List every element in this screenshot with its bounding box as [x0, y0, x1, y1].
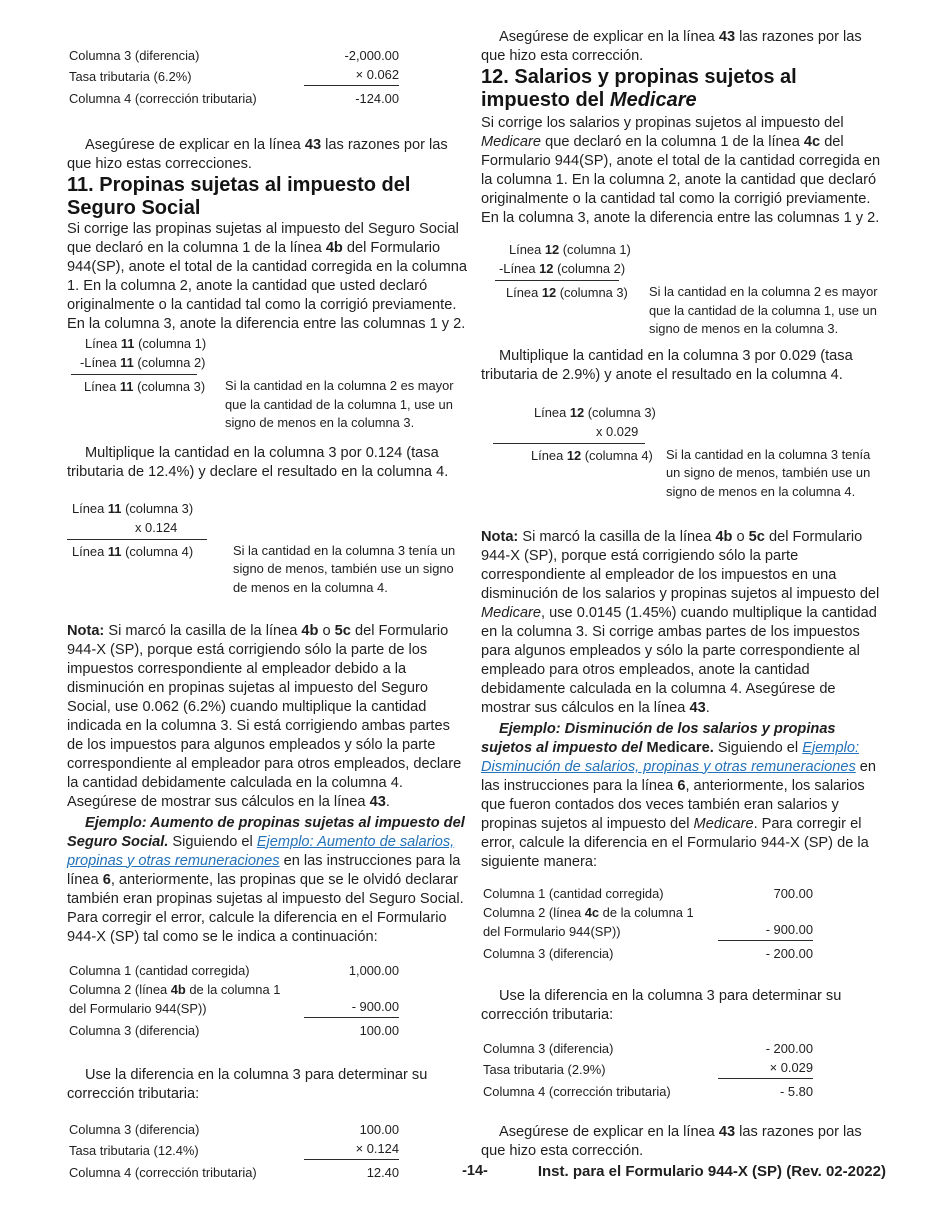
table-row: [69, 65, 399, 86]
row-label: [69, 46, 304, 65]
text-segment: o: [732, 528, 749, 545]
row-label: [69, 67, 304, 86]
text-segment: de la columna 1 del Formulario 944(SP)): [483, 904, 694, 939]
text-segment: en las instrucciones para la línea: [481, 758, 877, 794]
example-table-tips-difference: [69, 961, 399, 1040]
text-segment: Asegúrese de explicar en la línea: [499, 1123, 719, 1140]
text-segment: . Para corregir el error, calcule la diferencia en el Formulario 944-X (SP) de la siguiente manera:: [481, 815, 869, 870]
calc-rule: [67, 538, 207, 540]
calc-result-row: [67, 377, 469, 433]
row-label: [483, 1082, 718, 1101]
text-segment: Línea: [72, 543, 108, 559]
table-row: [69, 980, 399, 1018]
paragraph-section11-intro: [67, 220, 469, 334]
inline-example-link[interactable]: Ejemplo: Disminución de salarios, propinas y otras remuneraciones: [481, 739, 859, 775]
text-segment: -Línea: [499, 261, 540, 276]
text-segment: Use la diferencia en la columna 3 para determinar su corrección tributaria:: [481, 987, 842, 1023]
text-segment: de la columna 1 del Formulario 944(SP)): [69, 981, 281, 1016]
text-segment: 11: [119, 379, 134, 394]
text-segment: Columna 4 (corrección tributaria): [69, 1164, 257, 1180]
row-value: - 900.00: [304, 997, 399, 1018]
text-segment: Columna 1 (cantidad corregida): [483, 885, 664, 901]
table-row: [483, 903, 813, 941]
section-heading-12: [481, 66, 887, 112]
text-segment: 43: [689, 699, 706, 716]
calc-block-line12-difference: [481, 240, 887, 339]
text-segment: que declaró en la columna 1 de la línea: [541, 134, 804, 150]
row-label: [483, 1060, 718, 1079]
calc-line: [481, 259, 887, 278]
text-segment: Columna 4 (corrección tributaria): [483, 1083, 671, 1099]
text-segment: Ejemplo: Aumento de propinas sujetas al impuesto del Seguro Social.: [67, 814, 465, 850]
row-label: [483, 903, 718, 941]
text-segment: 4c: [803, 134, 821, 150]
calc-block-line11-difference: [67, 334, 469, 433]
calc-line: [67, 377, 225, 396]
table-row: [69, 46, 399, 65]
text-segment: Línea: [531, 447, 567, 463]
row-label: [69, 89, 304, 108]
text-segment: (columna 1): [134, 336, 207, 351]
text-segment: las razones por las que hizo estas correcciones.: [67, 137, 448, 172]
text-segment: Línea: [85, 336, 121, 351]
text-segment: Use la diferencia en la columna 3 para determinar su corrección tributaria:: [67, 1066, 428, 1102]
text-segment: 12: [539, 261, 554, 276]
text-segment: Columna 3 (diferencia): [69, 1121, 200, 1137]
calc-note: Si la cantidad en la columna 3 tenía un signo de menos, también use un signo de menos en la columna 4.: [233, 542, 456, 595]
table-row: [483, 944, 813, 963]
text-segment: Medicare.: [646, 739, 714, 756]
text-segment: Siguiendo el: [168, 833, 257, 850]
text-segment: (columna 3): [556, 285, 628, 300]
calc-result-row: [67, 542, 469, 598]
calc-note: Si la cantidad en la columna 3 tenía un signo de menos, también use un signo de menos en la columna 4.: [666, 446, 871, 499]
paragraph-use-difference: [67, 1066, 469, 1104]
example-table-medicare-tax-correction: [483, 1039, 813, 1101]
text-segment: del Formulario 944(SP), anote el total de la cantidad corregida en la columna 1. En la columna 2, anote la cantidad que declaró originalmente o la cantidad tal como la corrigió previamente. En la columna 3, anote la diferencia entre las columnas 1 y 2.: [481, 134, 881, 226]
text-segment: Medicare: [609, 89, 697, 111]
paragraph-multiply-0124: [67, 444, 469, 482]
paragraph-explain-corrections: [67, 136, 469, 174]
table-row: [69, 1139, 399, 1160]
text-segment: (columna 3): [584, 404, 656, 420]
text-segment: (columna 2): [553, 261, 626, 276]
right-column: [481, 0, 887, 1161]
row-label: [69, 1141, 304, 1160]
text-segment: 4b: [170, 981, 186, 997]
table-row: [69, 1120, 399, 1139]
correction-table-social-security-tax: [69, 46, 399, 108]
row-value: × 0.124: [304, 1139, 399, 1160]
text-segment: 4b: [301, 622, 319, 639]
calc-note: Si la cantidad en la columna 2 es mayor que la cantidad de la columna 1, use un signo de menos en la columna 3.: [225, 378, 454, 431]
calc-rule: [495, 279, 619, 281]
table-row: [69, 89, 399, 108]
text-segment: Ejemplo: Disminución de los salarios y propinas sujetos al impuesto del: [481, 720, 836, 756]
text-segment: 43: [718, 29, 736, 45]
calc-line: [67, 334, 469, 353]
calc-line: [67, 499, 469, 518]
left-column: [67, 0, 469, 1182]
calc-result-row: [481, 283, 887, 339]
calc-line: [67, 542, 233, 561]
inline-example-link[interactable]: Ejemplo: Aumento de salarios, propinas y otras remuneraciones: [67, 833, 455, 869]
paragraph-use-difference: [481, 987, 887, 1025]
row-label: [69, 1120, 304, 1139]
calc-line: [67, 518, 469, 537]
text-segment: en las instrucciones para la línea: [67, 852, 461, 888]
note-paragraph-section11: [67, 622, 469, 812]
calc-result-row: [481, 446, 887, 502]
text-segment: Multiplique la cantidad en la columna 3 por 0.029 (tasa tributaria de 2.9%) y anote el resultado en la columna 4.: [481, 347, 853, 383]
text-segment: Línea: [506, 285, 542, 300]
text-segment: 5c: [748, 528, 765, 545]
text-segment: (columna 4): [121, 543, 194, 559]
footer-doc-title: Inst. para el Formulario 944-X (SP) (Rev. 02-2022): [537, 1163, 886, 1180]
text-segment: 4b: [325, 240, 343, 256]
text-segment: las razones por las que hizo esta corrección.: [481, 1123, 862, 1159]
row-value: 100.00: [359, 1022, 399, 1038]
calc-block-line11-multiply: [67, 499, 469, 598]
text-segment: 6: [102, 871, 111, 888]
calc-block-line12-multiply: [481, 403, 887, 502]
text-segment: 43: [718, 1123, 736, 1140]
text-segment: 43: [369, 793, 386, 810]
text-segment: Multiplique la cantidad en la columna 3 por 0.124 (tasa tributaria de 12.4%) y declare el resultado en la columna 4.: [67, 444, 449, 480]
text-segment: 11: [120, 355, 134, 370]
text-segment: 12: [569, 404, 585, 420]
text-segment: (columna 3): [133, 379, 206, 394]
row-value: 1,000.00: [348, 962, 399, 978]
table-row: [69, 1021, 399, 1040]
row-value: - 200.00: [765, 945, 813, 961]
calc-line: [67, 353, 469, 372]
text-segment: 12: [544, 242, 560, 257]
text-segment: 5c: [334, 622, 351, 639]
text-segment: (columna 3): [121, 500, 194, 516]
text-segment: Tasa tributaria (6.2%): [69, 69, 192, 84]
calc-line: [481, 240, 887, 259]
row-value: × 0.029: [718, 1058, 813, 1079]
text-segment: -Línea: [80, 355, 121, 370]
text-segment: Si corrige las propinas sujetas al impuesto del Seguro Social que declaró en la columna 1 de la línea: [67, 221, 459, 256]
row-value: - 5.80: [780, 1083, 813, 1099]
text-segment: Medicare: [481, 134, 542, 150]
text-segment: 12: [566, 447, 582, 463]
text-segment: Si marcó la casilla de la línea: [104, 622, 302, 639]
calc-line: [481, 403, 887, 422]
text-segment: 6: [677, 777, 686, 794]
note-paragraph-section12: [481, 528, 887, 718]
text-segment: (columna 2): [133, 355, 206, 370]
row-label: [69, 1021, 304, 1040]
calc-line: [481, 422, 887, 441]
text-segment: Tasa tributaria (2.9%): [483, 1061, 606, 1077]
text-segment: Medicare: [693, 815, 754, 832]
text-segment: Línea: [84, 379, 120, 394]
text-segment: .: [705, 699, 710, 716]
table-row: [483, 1058, 813, 1079]
row-value: - 900.00: [718, 920, 813, 941]
row-value: -2,000.00: [344, 48, 399, 63]
text-segment: , anteriormente, los salarios que fueron contados dos veces también eran salarios y propinas sujetos al impuesto del: [481, 777, 865, 832]
text-segment: .: [385, 793, 390, 810]
row-label: [69, 961, 304, 980]
text-segment: Columna 4 (corrección tributaria): [69, 91, 257, 106]
text-segment: Columna 3 (diferencia): [69, 1022, 200, 1038]
text-segment: 11: [107, 500, 122, 516]
text-segment: Asegúrese de explicar en la línea: [85, 137, 305, 153]
text-segment: 4b: [715, 528, 733, 545]
text-segment: Columna 1 (cantidad corregida): [69, 962, 250, 978]
table-row: [483, 884, 813, 903]
row-label: [483, 884, 718, 903]
text-segment: Columna 2 (línea: [69, 981, 171, 997]
paragraph-multiply-0029: [481, 347, 887, 385]
calc-rule: [71, 373, 197, 375]
paragraph-explain-correction: [481, 28, 887, 66]
text-segment: o: [318, 622, 335, 639]
calc-line: [481, 446, 666, 465]
text-segment: las razones por las que hizo esta corrección.: [481, 29, 862, 64]
text-segment: Si marcó la casilla de la línea: [518, 528, 716, 545]
row-value: 12.40: [366, 1164, 399, 1180]
text-segment: Línea: [534, 404, 570, 420]
row-value: 100.00: [359, 1121, 399, 1137]
table-row: [483, 1039, 813, 1058]
paragraph-explain-correction-end: [481, 1123, 887, 1161]
text-segment: del Formulario 944-X (SP), porque está corrigiendo sólo la parte correspondiente al empleador de los impuestos en una disminución de los salarios y propinas sujetos al impuesto del: [481, 528, 880, 602]
text-segment: Si corrige los salarios y propinas sujetos al impuesto del: [481, 115, 844, 131]
text-segment: del Formulario 944-X (SP), porque está corrigiendo sólo la parte de los impuestos correspondiente al empleador debido a la disminución en propinas sujetas al impuesto del Seguro Social, use 0.062 (6.2%) cuando multiplique la cantidad indicada en la columna 3. Si está corrigiendo ambas partes de los impuestos para algunos empleados y sólo la parte correspondiente al empleador para otros empleados, declare la cantidad debidamente calculada en la columna 4. Asegúrese de mostrar sus cálculos en la línea: [67, 622, 462, 810]
text-segment: Tasa tributaria (12.4%): [69, 1142, 199, 1158]
table-row: [483, 1082, 813, 1101]
paragraph-section12-intro: [481, 114, 887, 228]
example-table-medicare-difference: [483, 884, 813, 963]
calc-line: [481, 283, 649, 302]
text-segment: 43: [304, 137, 322, 153]
text-segment: , use 0.0145 (1.45%) cuando multiplique la cantidad en la columna 3. Si corrige ambas partes de los impuestos para algunos empleados y sólo la parte correspondiente al empleado para otros empleados, anote la cantidad debidamente calculada en la columna 4. Asegúrese de mostrar sus cálculos en la línea: [481, 604, 877, 716]
row-value: × 0.062: [304, 65, 399, 86]
text-segment: Línea: [72, 500, 108, 516]
table-row: [69, 961, 399, 980]
calc-note: Si la cantidad en la columna 2 es mayor que la cantidad de la columna 1, use un signo de menos en la columna 3.: [649, 284, 878, 337]
text-segment: 12. Salarios y propinas sujetos al impuesto del: [481, 66, 797, 111]
text-segment: (columna 4): [581, 447, 653, 463]
row-label: [483, 1039, 718, 1058]
calc-rule: [493, 442, 645, 444]
text-segment: 11: [107, 543, 122, 559]
example-paragraph-section11: [67, 814, 469, 947]
text-segment: (columna 1): [559, 242, 631, 257]
text-segment: del Formulario 944(SP), anote el total de la cantidad corregida en la columna 1. En la columna 2, anote la cantidad que usted declaró originalmente o la cantidad tal como la corrigió previamente. En la columna 3, anote la diferencia entre las columnas 1 y 2.: [67, 240, 467, 332]
text-segment: Columna 3 (diferencia): [69, 48, 200, 63]
row-label: [69, 980, 304, 1018]
text-segment: Asegúrese de explicar en la línea: [499, 29, 719, 45]
example-paragraph-section12: [481, 720, 887, 872]
text-segment: Línea: [509, 242, 545, 257]
text-segment: 12: [541, 285, 557, 300]
text-segment: , anteriormente, las propinas que se le olvidó declarar también eran propinas sujetas al impuesto del Seguro Social. Para corregir el error, calcule la diferencia en el Formulario 944-X (SP) tal como se le indica a continuación:: [67, 871, 464, 945]
text-segment: Siguiendo el: [713, 739, 803, 756]
text-segment: Columna 2 (línea: [483, 904, 585, 920]
row-value: -124.00: [355, 91, 399, 106]
row-value: - 200.00: [765, 1040, 813, 1056]
text-segment: Columna 3 (diferencia): [483, 1040, 614, 1056]
text-segment: 11: [120, 336, 135, 351]
text-segment: x 0.029: [596, 423, 639, 439]
text-segment: Nota:: [67, 622, 105, 639]
text-segment: x 0.124: [135, 519, 178, 535]
text-segment: Nota:: [481, 528, 519, 545]
row-label: [483, 944, 718, 963]
page-footer: [0, 1163, 950, 1187]
page-number: -14-: [462, 1163, 488, 1179]
section-heading-11: 11. Propinas sujetas al impuesto del Seguro Social: [67, 174, 411, 219]
row-value: 700.00: [773, 885, 813, 901]
text-segment: Medicare: [481, 604, 542, 621]
text-segment: Columna 3 (diferencia): [483, 945, 614, 961]
text-segment: 4c: [584, 904, 600, 920]
